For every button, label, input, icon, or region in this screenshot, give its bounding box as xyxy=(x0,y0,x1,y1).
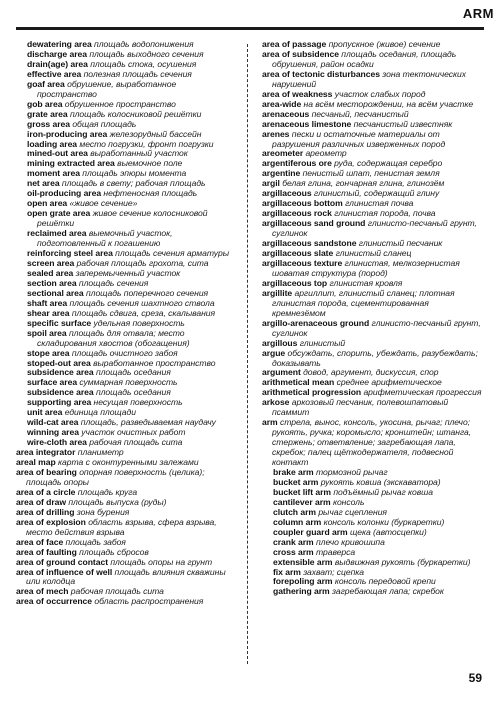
entry-translation: пропускное (живое) сечение xyxy=(328,39,441,49)
dictionary-entry xyxy=(262,130,484,150)
entry-translation: площадь забоя xyxy=(65,536,126,547)
entry-translation: область распространения xyxy=(94,596,204,607)
entry-translation: рабочая площадь грохота, сита xyxy=(76,257,209,268)
entry-term: subsidence area xyxy=(27,367,94,378)
dictionary-entry xyxy=(16,229,238,249)
entry-translation: среднее арифметическое xyxy=(336,377,442,388)
entry-term: arenaceous xyxy=(262,108,310,119)
entry-term: crank arm xyxy=(273,536,314,547)
entry-term: argillous xyxy=(262,337,298,348)
entry-term: argillaceous sandstone xyxy=(262,238,357,249)
dictionary-entry xyxy=(16,468,238,488)
entry-term: arenaceous limestone xyxy=(262,118,352,129)
dictionary-entry xyxy=(16,329,238,349)
entry-translation: пенистый шпат, пенистая земля xyxy=(302,168,440,179)
entry-translation: глинистая, мелкозернистая шоватая структура (пород) xyxy=(272,257,460,278)
entry-translation: площадь сбросов xyxy=(79,546,149,557)
column-divider xyxy=(247,44,248,664)
entry-translation: плечо кривошипа xyxy=(315,536,385,547)
entry-term: area of draw xyxy=(16,496,67,507)
entry-term: drain(age) area xyxy=(27,58,88,69)
entry-term: stoped-out area xyxy=(27,357,91,368)
entry-translation: планиметр xyxy=(77,447,124,458)
dictionary-entry xyxy=(16,80,238,100)
entry-term: argillaceous top xyxy=(262,277,328,288)
entry-translation: площадь, разведываемая наудачу xyxy=(80,417,216,428)
entry-translation: площадь влияния скважины или колодца xyxy=(26,566,226,587)
dictionary-entry xyxy=(262,289,484,319)
entry-term: argument xyxy=(262,367,301,378)
entry-translation: глинистый, содержащий глину xyxy=(313,188,440,199)
entry-term: moment area xyxy=(27,168,80,179)
entry-term: reinforcing steel area xyxy=(27,248,113,259)
entry-term: argillaceous rock xyxy=(262,208,332,219)
entry-translation: обрушенное пространство xyxy=(64,98,176,109)
entry-term: area of drilling xyxy=(16,506,75,517)
entry-term: gathering arm xyxy=(273,586,330,597)
entry-translation: выемочное поле xyxy=(117,158,183,169)
entry-translation: тормозной рычаг xyxy=(315,466,388,477)
entry-term: argue xyxy=(262,347,286,358)
entry-term: area of mech xyxy=(16,586,69,597)
entry-term: effective area xyxy=(27,68,82,79)
left-column xyxy=(16,40,238,607)
dictionary-entry xyxy=(262,398,484,418)
entry-translation: «живое сечение» xyxy=(69,198,138,209)
entry-term: areal map xyxy=(16,457,56,468)
entry-term: sectional area xyxy=(27,287,84,298)
entry-translation: аркозовый песчаник, полевошпатовый псаммит xyxy=(272,397,449,418)
dictionary-entry xyxy=(262,219,484,239)
page-number: 59 xyxy=(468,671,482,685)
entry-term: argentine xyxy=(262,168,301,179)
entry-term: clutch arm xyxy=(273,506,316,517)
entry-translation: заперемыченный участок xyxy=(75,267,181,278)
entry-translation: пески и остаточные материалы от разрушения различных изверженных пород xyxy=(272,128,446,149)
entry-translation: арифметическая прогрессия xyxy=(363,387,482,398)
header-rule xyxy=(16,14,484,30)
entry-translation: несущая поверхность xyxy=(93,397,183,408)
entry-term: bucket lift arm xyxy=(273,486,331,497)
entry-translation: захват; сцепка xyxy=(303,566,365,577)
entry-translation: общая площадь xyxy=(72,118,137,129)
entry-term: brake arm xyxy=(273,466,314,477)
entry-translation: полезная площадь сечения xyxy=(83,68,192,79)
entry-term: shaft area xyxy=(27,297,68,308)
entry-term: argillaceous slate xyxy=(262,248,334,259)
entry-term: reclaimed area xyxy=(27,228,87,239)
entry-translation: площадь оседания xyxy=(95,367,171,378)
entry-term: screen area xyxy=(27,257,75,268)
running-head: ARM xyxy=(462,6,494,21)
dictionary-entry xyxy=(16,518,238,538)
entry-translation: глинистая почва xyxy=(345,198,414,209)
entry-term: subsidence area xyxy=(27,387,94,398)
entry-term: cross arm xyxy=(273,546,314,557)
entry-term: grate area xyxy=(27,108,68,119)
entry-term: argillo-arenaceous ground xyxy=(262,317,370,328)
entry-translation: белая глина, гончарная глина, глинозём xyxy=(282,178,445,189)
entry-translation: довод, аргумент, дискуссия, спор xyxy=(303,367,439,378)
entry-term: area of explosion xyxy=(16,516,86,527)
entry-translation: удельная поверхность xyxy=(93,317,185,328)
dictionary-entry xyxy=(262,349,484,369)
entry-translation: ареометр xyxy=(305,148,347,159)
entry-term: coupler guard arm xyxy=(273,526,348,537)
entry-term: sealed area xyxy=(27,267,74,278)
entry-term: area of passage xyxy=(262,39,327,49)
entry-term: unit area xyxy=(27,407,63,418)
dictionary-entry xyxy=(262,70,484,90)
entry-term: loading area xyxy=(27,138,78,149)
entry-term: area integrator xyxy=(16,447,76,458)
entry-term: arithmetical progression xyxy=(262,387,362,398)
entry-term: column arm xyxy=(273,516,322,527)
dictionary-entry xyxy=(16,568,238,588)
entry-term: area of influence of well xyxy=(16,566,113,577)
dictionary-entry xyxy=(262,259,484,279)
entry-term: specific surface xyxy=(27,317,92,328)
entry-translation: площадь круга xyxy=(77,486,138,497)
entry-term: extensible arm xyxy=(273,556,333,567)
entry-translation: консоль передовой крепи xyxy=(334,576,436,587)
entry-term: areometer xyxy=(262,148,304,159)
entry-translation: нефтеносная площадь xyxy=(103,188,198,199)
entry-term: area of ground contact xyxy=(16,556,109,567)
entry-term: wire-cloth area xyxy=(27,437,87,448)
entry-translation: площадь сечения арматуры xyxy=(115,248,229,259)
entry-translation: глинистый песчаник xyxy=(358,238,443,249)
entry-translation: участок слабых пород xyxy=(334,88,426,99)
entry-term: argentiferous ore xyxy=(262,158,332,169)
entry-term: area of a circle xyxy=(16,486,76,497)
entry-translation: площадь выходного сечения xyxy=(89,48,204,59)
entry-translation: площадь стока, осушения xyxy=(90,58,197,69)
entry-translation: подъёмный рычаг ковша xyxy=(333,486,433,497)
entry-translation: обсуждать, спорить, убеждать, разубеждать; доказывать xyxy=(272,347,478,368)
entry-translation: рабочая площадь сита xyxy=(89,437,183,448)
entry-term: net area xyxy=(27,178,60,189)
entry-translation: площадь колосниковой решётки xyxy=(69,108,202,119)
entry-term: bucket arm xyxy=(273,476,319,487)
entry-term: arithmetical mean xyxy=(262,377,335,388)
entry-term: mining extracted area xyxy=(27,158,115,169)
entry-translation: железорудный бассейн xyxy=(109,128,202,139)
entry-translation: место погрузки, фронт погрузки xyxy=(79,138,214,149)
entry-translation: площадь водопонижения xyxy=(94,39,194,49)
entry-translation: площадь эпюры момента xyxy=(82,168,187,179)
entry-translation: суммарная поверхность xyxy=(79,377,178,388)
entry-translation: область взрыва, сфера взрыва, место действия взрыва xyxy=(26,516,217,537)
entry-term: dewatering area xyxy=(27,39,92,49)
entry-term: goaf area xyxy=(27,78,65,89)
entry-term: gross area xyxy=(27,118,70,129)
entry-term: area of occurrence xyxy=(16,596,93,607)
entry-translation: площадь оседания, площадь обрушения, район осадки xyxy=(272,48,457,69)
entry-translation: консоль xyxy=(332,496,365,507)
entry-translation: рычаг сцепления xyxy=(318,506,387,517)
entry-translation: площадь оседания xyxy=(95,387,171,398)
entry-translation: площадь в свету; рабочая площадь xyxy=(61,178,206,189)
entry-term: discharge area xyxy=(27,48,87,59)
entry-translation: площадь сечения шахтного ствола xyxy=(69,297,215,308)
entry-term: oil-producing area xyxy=(27,188,102,199)
entry-term: area of bearing xyxy=(16,466,77,477)
entry-term: open area xyxy=(27,198,68,209)
entry-term: mined-out area xyxy=(27,148,88,159)
dictionary-entry xyxy=(262,587,484,597)
entry-translation: глинисто-песчаный грунт, суглинок xyxy=(272,317,481,338)
entry-translation: глинисто-песчаный грунт, суглинок xyxy=(272,218,477,239)
entry-translation: на всём месторождении, на всём участке xyxy=(303,98,474,109)
entry-translation: аргиллит, глинистый сланец; плотная глинистая порода, сцементированная кремнезёмом xyxy=(272,287,455,318)
entry-translation: глинистый xyxy=(299,337,346,348)
entry-translation: площадь поперечного сечения xyxy=(85,287,209,298)
entry-term: argillaceous texture xyxy=(262,257,343,268)
entry-translation: площадь очистного забоя xyxy=(71,347,178,358)
entry-term: winning area xyxy=(27,427,79,438)
entry-term: area-wide xyxy=(262,98,302,109)
entry-translation: рукоять ковша (экскаватора) xyxy=(320,476,441,487)
entry-term: section area xyxy=(27,277,77,288)
entry-term: surface area xyxy=(27,377,78,388)
entry-translation: обрушение, выработанное пространство xyxy=(37,78,177,99)
entry-term: area of tectonic disturbances xyxy=(262,68,380,79)
entry-term: wild-cat area xyxy=(27,417,79,428)
entry-translation: глинистая порода, почва xyxy=(334,208,436,219)
entry-translation: песчанистый известняк xyxy=(353,118,453,129)
entry-term: area of weakness xyxy=(262,88,333,99)
entry-term: arkose xyxy=(262,397,290,408)
entry-translation: глинистый сланец xyxy=(335,248,412,259)
entry-term: argil xyxy=(262,178,280,189)
entry-translation: живое сечение колосниковой решётки xyxy=(37,208,208,229)
entry-translation: консоль колонки (буркаретки) xyxy=(323,516,445,527)
entry-translation: единица площади xyxy=(64,407,136,418)
entry-term: argillaceous xyxy=(262,188,312,199)
entry-translation: зона тектонических нарушений xyxy=(272,68,466,89)
entry-term: area of faulting xyxy=(16,546,77,557)
entry-term: area of face xyxy=(16,536,64,547)
entry-translation: площадь опоры на грунт xyxy=(110,556,213,567)
entry-translation: площадь для отвала; место складирования хвостов (обогащения) xyxy=(37,327,190,348)
entry-term: spoil area xyxy=(27,327,67,338)
entry-translation: стрела, вынос, консоль, укосина, рычаг; плечо; рукоять, ручка; коромысло; кронштейн; штанга, стержень; ответвление; загребающая лапа, скребок; палец щёткодержателя, подвесной контакт xyxy=(272,417,472,468)
entry-translation: карта с оконтуренными залежами xyxy=(58,457,199,468)
right-column xyxy=(262,40,484,597)
entry-term: stope area xyxy=(27,347,70,358)
entry-translation: глинистая кровля xyxy=(329,277,403,288)
entry-term: arenes xyxy=(262,128,290,139)
entry-term: shear area xyxy=(27,307,70,318)
entry-translation: выемочный участок, подготовленный к погашению xyxy=(37,228,173,249)
entry-translation: участок очистных работ xyxy=(81,427,186,438)
entry-translation: зона бурения xyxy=(76,506,130,517)
entry-translation: щека (автосцепки) xyxy=(349,526,427,537)
entry-translation: руда, содержащая серебро xyxy=(334,158,443,169)
entry-term: arm xyxy=(262,417,278,428)
entry-term: argillaceous sand ground xyxy=(262,218,366,229)
entry-translation: площадь сечения xyxy=(78,277,149,288)
entry-translation: выдвижная рукоять (буркаретки) xyxy=(334,556,471,567)
dictionary-entry xyxy=(16,597,238,607)
entry-translation: опорная поверхность (целика); площадь опоры xyxy=(26,466,205,487)
entry-term: argillaceous bottom xyxy=(262,198,343,209)
entry-term: cantilever arm xyxy=(273,496,331,507)
entry-translation: площадь сдвига, среза, скалывания xyxy=(71,307,216,318)
entry-term: gob area xyxy=(27,98,63,109)
entry-translation: траверса xyxy=(315,546,356,557)
dictionary-entry xyxy=(262,50,484,70)
entry-translation: загребающая лапа; скребок xyxy=(332,586,444,597)
entry-translation: выработанное пространство xyxy=(93,357,216,368)
entry-translation: выработанный участок xyxy=(90,148,188,159)
entry-term: open grate area xyxy=(27,208,91,219)
entry-term: area of subsidence xyxy=(262,48,339,59)
entry-translation: рабочая площадь сита xyxy=(70,586,164,597)
entry-term: argillite xyxy=(262,287,293,298)
entry-translation: площадь выпуска (руды) xyxy=(68,496,167,507)
entry-term: fix arm xyxy=(273,566,301,577)
dictionary-entry xyxy=(16,209,238,229)
entry-term: supporting area xyxy=(27,397,92,408)
entry-term: iron-producing area xyxy=(27,128,108,139)
dictionary-entry xyxy=(262,418,484,468)
entry-term: forepoling arm xyxy=(273,576,333,587)
entry-translation: песчаный, песчанистый xyxy=(311,108,409,119)
dictionary-entry xyxy=(262,319,484,339)
